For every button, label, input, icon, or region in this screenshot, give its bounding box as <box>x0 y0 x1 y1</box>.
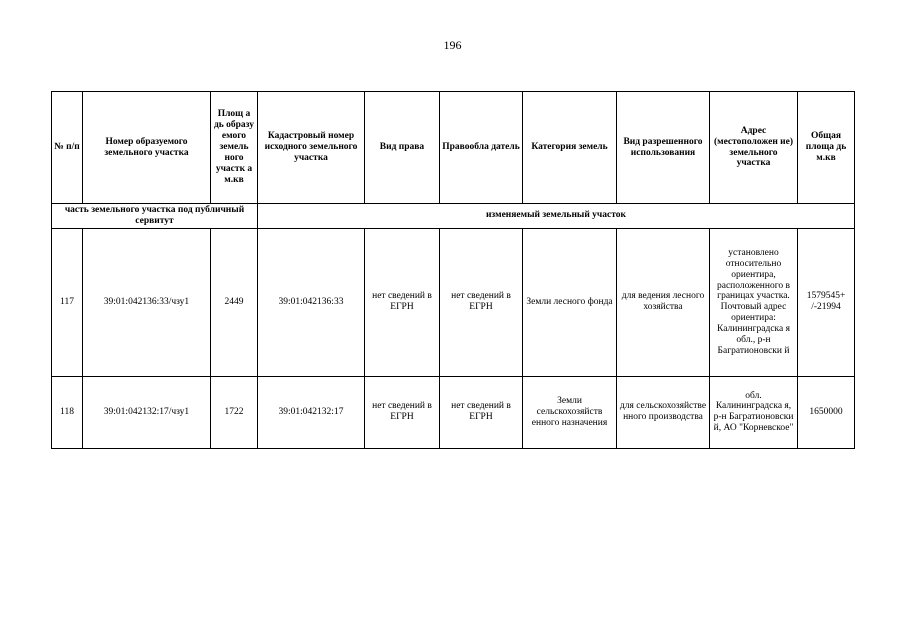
header-cell-right-type: Вид права <box>365 92 440 204</box>
cell-plot-area: 1722 <box>211 376 258 448</box>
cell-holder: нет сведений в ЕГРН <box>440 376 523 448</box>
cell-cadastral-number: 39:01:042136:33 <box>258 228 365 376</box>
table-header-row <box>52 92 855 204</box>
cell-cadastral-number: 39:01:042132:17 <box>258 376 365 448</box>
land-plots-table <box>51 91 855 449</box>
header-cell-index: № п/п <box>52 92 83 204</box>
group-header-servitude-part: часть земельного участка под публичный сервитут <box>52 204 258 229</box>
header-cell-plot-area: Площ а дь образу емого земель ного участк а м.кв <box>211 92 258 204</box>
cell-index: 118 <box>52 376 83 448</box>
cell-permitted-use: для ведения лесного хозяйства <box>617 228 710 376</box>
cell-land-category: Земли лесного фонда <box>523 228 617 376</box>
cell-index: 117 <box>52 228 83 376</box>
table-row <box>52 376 855 448</box>
cell-total-area: 1650000 <box>798 376 855 448</box>
cell-land-category: Земли сельскохозяйств енного назначения <box>523 376 617 448</box>
header-cell-plot-number: Номер образуемого земельного участка <box>83 92 211 204</box>
header-cell-holder: Правообла датель <box>440 92 523 204</box>
cell-address: обл. Калининградска я, р-н Багратионовски й, АО "Корневское" <box>710 376 798 448</box>
cell-plot-number: 39:01:042136:33/чзу1 <box>83 228 211 376</box>
page-number: 196 <box>443 38 462 52</box>
header-cell-land-category: Категория земель <box>523 92 617 204</box>
cell-total-area: 1579545+ /-21994 <box>798 228 855 376</box>
table-group-row <box>52 204 855 229</box>
cell-right-type: нет сведений в ЕГРН <box>365 376 440 448</box>
cell-plot-number: 39:01:042132:17/чзу1 <box>83 376 211 448</box>
table-row <box>52 228 855 376</box>
header-cell-address: Адрес (местоположен ие) земельного участка <box>710 92 798 204</box>
cell-plot-area: 2449 <box>211 228 258 376</box>
header-cell-cadastral-number: Кадастровый номер исходного земельного участка <box>258 92 365 204</box>
cell-permitted-use: для сельскохозяйстве нного производства <box>617 376 710 448</box>
cell-right-type: нет сведений в ЕГРН <box>365 228 440 376</box>
cell-holder: нет сведений в ЕГРН <box>440 228 523 376</box>
cell-address: установлено относительно ориентира, расположенного в границах участка. Почтовый адрес ориентира: Калининградска я обл., р-н Багратионовски й <box>710 228 798 376</box>
group-header-changed-plot: изменяемый земельный участок <box>258 204 855 229</box>
header-cell-total-area: Общая площа дь м.кв <box>798 92 855 204</box>
header-cell-permitted-use: Вид разрешенного использования <box>617 92 710 204</box>
